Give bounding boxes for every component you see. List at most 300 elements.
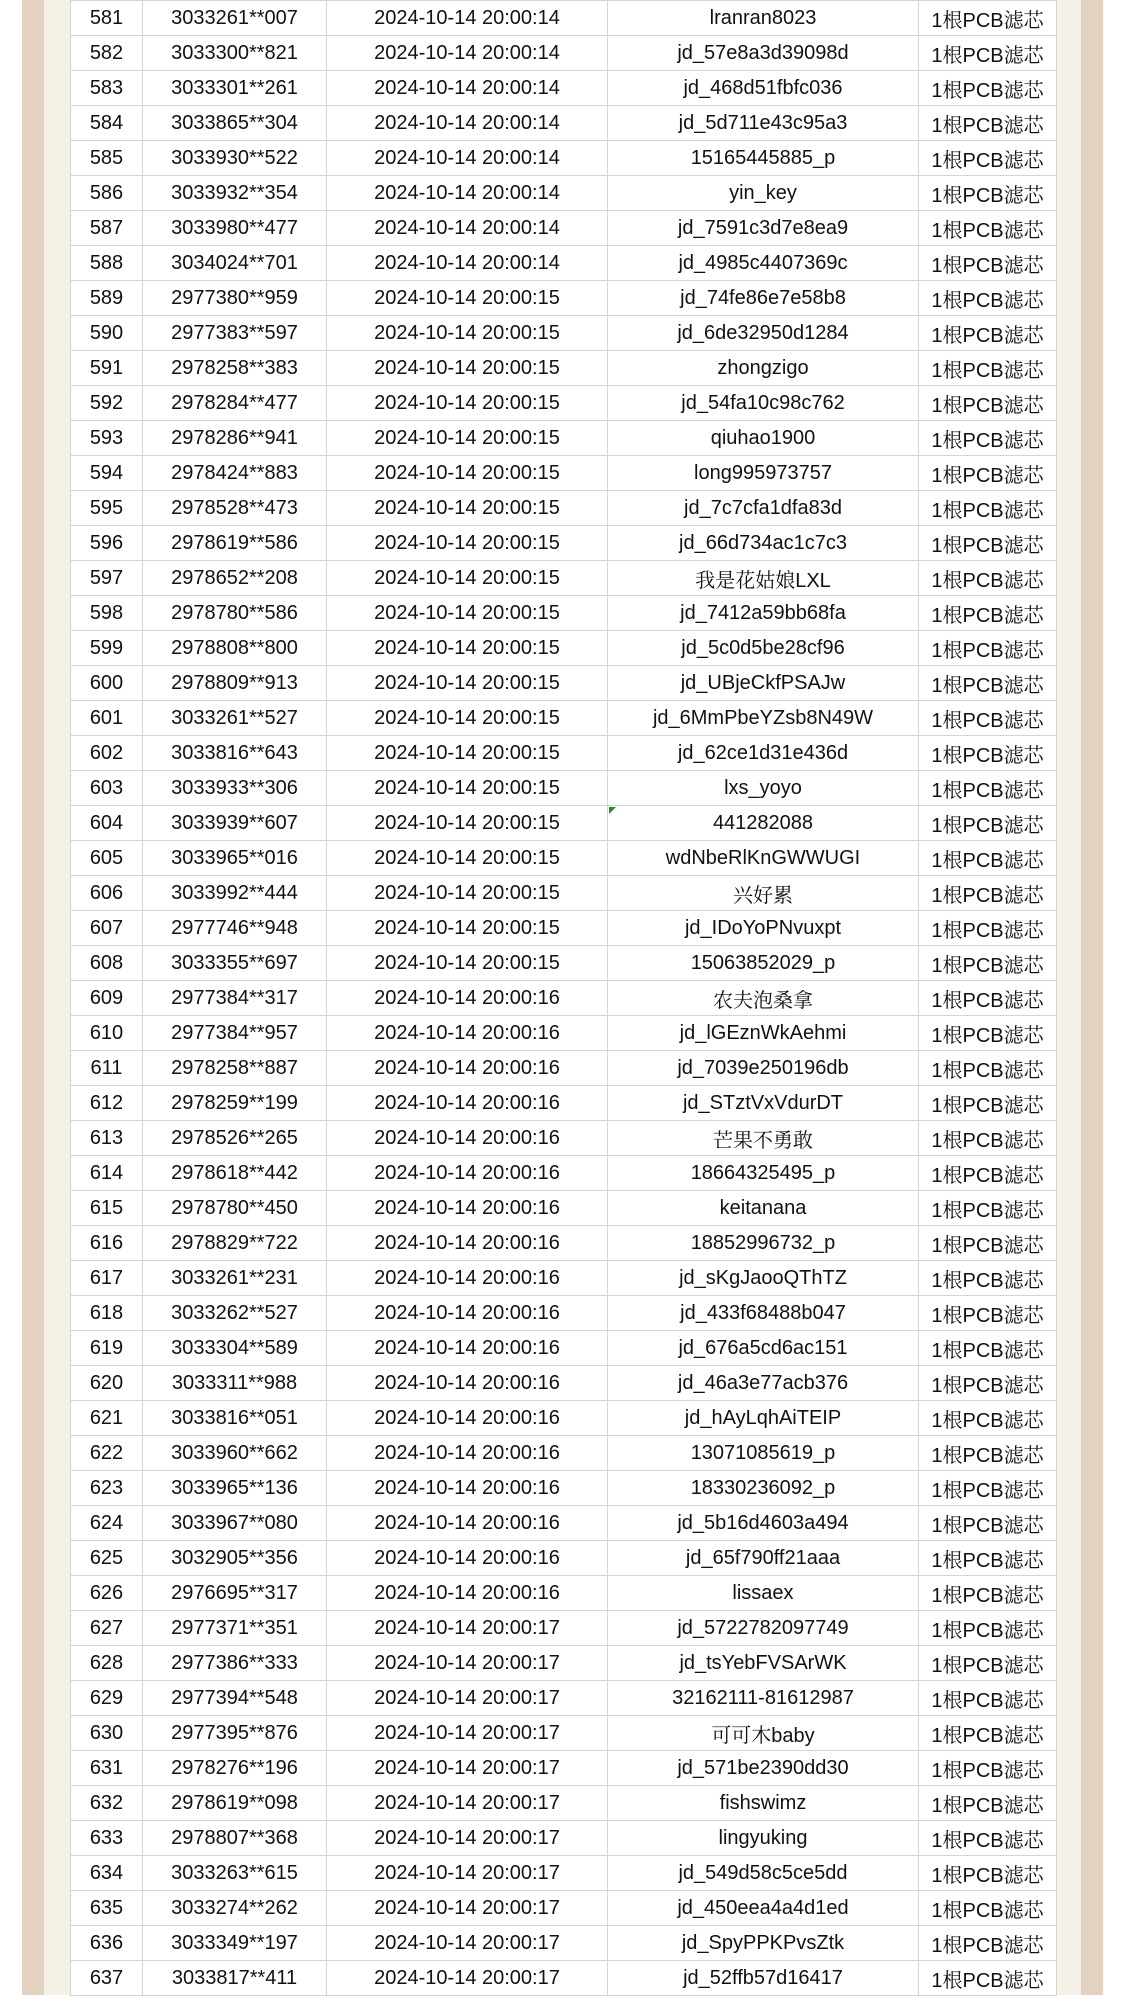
time-cell: 2024-10-14 20:00:17	[327, 1646, 608, 1681]
username-cell: jd_hAyLqhAiTEIP	[608, 1401, 919, 1436]
prize-cell: 1根PCB滤芯	[919, 841, 1057, 876]
order-id-cell: 2978652**208	[143, 561, 327, 596]
username-cell: jd_450eea4a4d1ed	[608, 1891, 919, 1926]
order-id-cell: 2977384**957	[143, 1016, 327, 1051]
prize-cell: 1根PCB滤芯	[919, 1086, 1057, 1121]
username-cell: 18330236092_p	[608, 1471, 919, 1506]
order-id-cell: 2978618**442	[143, 1156, 327, 1191]
order-id-cell: 3033965**136	[143, 1471, 327, 1506]
table-row	[71, 1471, 1057, 1506]
prize-cell: 1根PCB滤芯	[919, 456, 1057, 491]
order-id-cell: 3033263**615	[143, 1856, 327, 1891]
row-number-cell: 589	[71, 281, 143, 316]
order-id-cell: 3033304**589	[143, 1331, 327, 1366]
table-row	[71, 666, 1057, 701]
time-cell: 2024-10-14 20:00:15	[327, 596, 608, 631]
username-cell: jd_4985c4407369c	[608, 246, 919, 281]
table-row	[71, 281, 1057, 316]
order-id-cell: 2978286**941	[143, 421, 327, 456]
prize-cell: 1根PCB滤芯	[919, 316, 1057, 351]
prize-cell: 1根PCB滤芯	[919, 1541, 1057, 1576]
prize-cell: 1根PCB滤芯	[919, 1751, 1057, 1786]
prize-cell: 1根PCB滤芯	[919, 71, 1057, 106]
order-id-cell: 3033939**607	[143, 806, 327, 841]
username-cell: jd_7039e250196db	[608, 1051, 919, 1086]
time-cell: 2024-10-14 20:00:15	[327, 421, 608, 456]
table-row	[71, 1261, 1057, 1296]
order-id-cell: 2977384**317	[143, 981, 327, 1016]
row-number-cell: 593	[71, 421, 143, 456]
order-id-cell: 2977371**351	[143, 1611, 327, 1646]
table-row	[71, 211, 1057, 246]
username-cell: jd_6MmPbeYZsb8N49W	[608, 701, 919, 736]
username-cell: jd_7591c3d7e8ea9	[608, 211, 919, 246]
table-row	[71, 386, 1057, 421]
row-number-cell: 601	[71, 701, 143, 736]
order-id-cell: 2978526**265	[143, 1121, 327, 1156]
winners-table-body	[71, 1, 1057, 1996]
time-cell: 2024-10-14 20:00:16	[327, 1296, 608, 1331]
time-cell: 2024-10-14 20:00:17	[327, 1611, 608, 1646]
table-row	[71, 36, 1057, 71]
table-row	[71, 876, 1057, 911]
row-number-cell: 602	[71, 736, 143, 771]
username-cell: jd_5b16d4603a494	[608, 1506, 919, 1541]
row-number-cell: 636	[71, 1926, 143, 1961]
time-cell: 2024-10-14 20:00:17	[327, 1716, 608, 1751]
time-cell: 2024-10-14 20:00:16	[327, 1086, 608, 1121]
order-id-cell: 3033932**354	[143, 176, 327, 211]
row-number-cell: 587	[71, 211, 143, 246]
table-row	[71, 141, 1057, 176]
order-id-cell: 2978619**586	[143, 526, 327, 561]
prize-cell: 1根PCB滤芯	[919, 666, 1057, 701]
prize-cell: 1根PCB滤芯	[919, 701, 1057, 736]
time-cell: 2024-10-14 20:00:16	[327, 1156, 608, 1191]
prize-cell: 1根PCB滤芯	[919, 1, 1057, 36]
row-number-cell: 595	[71, 491, 143, 526]
order-id-cell: 2977386**333	[143, 1646, 327, 1681]
username-cell: 15063852029_p	[608, 946, 919, 981]
time-cell: 2024-10-14 20:00:15	[327, 526, 608, 561]
order-id-cell: 3033933**306	[143, 771, 327, 806]
time-cell: 2024-10-14 20:00:14	[327, 211, 608, 246]
order-id-cell: 3033865**304	[143, 106, 327, 141]
username-cell: jd_7c7cfa1dfa83d	[608, 491, 919, 526]
time-cell: 2024-10-14 20:00:16	[327, 1366, 608, 1401]
username-cell: jd_57e8a3d39098d	[608, 36, 919, 71]
username-cell: jd_7412a59bb68fa	[608, 596, 919, 631]
table-row	[71, 771, 1057, 806]
prize-cell: 1根PCB滤芯	[919, 1191, 1057, 1226]
prize-cell: 1根PCB滤芯	[919, 1786, 1057, 1821]
table-row	[71, 1, 1057, 36]
username-cell: jd_lGEznWkAehmi	[608, 1016, 919, 1051]
row-number-cell: 615	[71, 1191, 143, 1226]
time-cell: 2024-10-14 20:00:14	[327, 246, 608, 281]
username-cell: jd_676a5cd6ac151	[608, 1331, 919, 1366]
row-number-cell: 614	[71, 1156, 143, 1191]
username-cell: jd_54fa10c98c762	[608, 386, 919, 421]
time-cell: 2024-10-14 20:00:15	[327, 701, 608, 736]
prize-cell: 1根PCB滤芯	[919, 176, 1057, 211]
cell-comment-marker	[609, 807, 616, 814]
row-number-cell: 635	[71, 1891, 143, 1926]
row-number-cell: 625	[71, 1541, 143, 1576]
row-number-cell: 609	[71, 981, 143, 1016]
prize-cell: 1根PCB滤芯	[919, 946, 1057, 981]
table-row	[71, 1121, 1057, 1156]
order-id-cell: 3033817**411	[143, 1961, 327, 1996]
time-cell: 2024-10-14 20:00:16	[327, 1051, 608, 1086]
time-cell: 2024-10-14 20:00:16	[327, 1121, 608, 1156]
table-row	[71, 841, 1057, 876]
time-cell: 2024-10-14 20:00:16	[327, 1331, 608, 1366]
table-row	[71, 71, 1057, 106]
order-id-cell: 3033349**197	[143, 1926, 327, 1961]
prize-cell: 1根PCB滤芯	[919, 1961, 1057, 1996]
username-cell: jd_549d58c5ce5dd	[608, 1856, 919, 1891]
username-cell: 我是花姑娘LXL	[608, 561, 919, 596]
time-cell: 2024-10-14 20:00:17	[327, 1856, 608, 1891]
prize-cell: 1根PCB滤芯	[919, 526, 1057, 561]
table-row	[71, 1156, 1057, 1191]
username-cell: jd_IDoYoPNvuxpt	[608, 911, 919, 946]
prize-cell: 1根PCB滤芯	[919, 1121, 1057, 1156]
username-cell: jd_74fe86e7e58b8	[608, 281, 919, 316]
table-row	[71, 806, 1057, 841]
table-row	[71, 1891, 1057, 1926]
prize-cell: 1根PCB滤芯	[919, 246, 1057, 281]
table-row	[71, 1436, 1057, 1471]
time-cell: 2024-10-14 20:00:15	[327, 281, 608, 316]
time-cell: 2024-10-14 20:00:15	[327, 736, 608, 771]
table-row	[71, 351, 1057, 386]
order-id-cell: 2978276**196	[143, 1751, 327, 1786]
prize-cell: 1根PCB滤芯	[919, 1611, 1057, 1646]
row-number-cell: 631	[71, 1751, 143, 1786]
prize-cell: 1根PCB滤芯	[919, 1856, 1057, 1891]
username-cell: jd_5d711e43c95a3	[608, 106, 919, 141]
prize-cell: 1根PCB滤芯	[919, 281, 1057, 316]
row-number-cell: 585	[71, 141, 143, 176]
username-cell: qiuhao1900	[608, 421, 919, 456]
table-row	[71, 1576, 1057, 1611]
time-cell: 2024-10-14 20:00:14	[327, 1, 608, 36]
order-id-cell: 2976695**317	[143, 1576, 327, 1611]
table-row	[71, 1856, 1057, 1891]
username-cell: 芒果不勇敢	[608, 1121, 919, 1156]
username-cell: jd_52ffb57d16417	[608, 1961, 919, 1996]
order-id-cell: 2978258**383	[143, 351, 327, 386]
table-row	[71, 1646, 1057, 1681]
username-cell: 32162111-81612987	[608, 1681, 919, 1716]
prize-cell: 1根PCB滤芯	[919, 351, 1057, 386]
row-number-cell: 594	[71, 456, 143, 491]
prize-cell: 1根PCB滤芯	[919, 1226, 1057, 1261]
table-row	[71, 701, 1057, 736]
time-cell: 2024-10-14 20:00:14	[327, 141, 608, 176]
time-cell: 2024-10-14 20:00:15	[327, 806, 608, 841]
row-number-cell: 600	[71, 666, 143, 701]
winners-table	[70, 0, 1057, 1996]
row-number-cell: 588	[71, 246, 143, 281]
time-cell: 2024-10-14 20:00:14	[327, 36, 608, 71]
order-id-cell: 3033816**643	[143, 736, 327, 771]
order-id-cell: 3033980**477	[143, 211, 327, 246]
username-cell: lingyuking	[608, 1821, 919, 1856]
username-cell: jd_STztVxVdurDT	[608, 1086, 919, 1121]
username-cell: jd_571be2390dd30	[608, 1751, 919, 1786]
row-number-cell: 624	[71, 1506, 143, 1541]
table-row	[71, 631, 1057, 666]
time-cell: 2024-10-14 20:00:15	[327, 561, 608, 596]
table-row	[71, 491, 1057, 526]
username-cell: jd_SpyPPKPvsZtk	[608, 1926, 919, 1961]
row-number-cell: 603	[71, 771, 143, 806]
username-cell: 农夫泡桑拿	[608, 981, 919, 1016]
prize-cell: 1根PCB滤芯	[919, 1436, 1057, 1471]
time-cell: 2024-10-14 20:00:15	[327, 386, 608, 421]
prize-cell: 1根PCB滤芯	[919, 141, 1057, 176]
order-id-cell: 2978780**586	[143, 596, 327, 631]
username-cell: lissaex	[608, 1576, 919, 1611]
time-cell: 2024-10-14 20:00:17	[327, 1751, 608, 1786]
table-row	[71, 1786, 1057, 1821]
time-cell: 2024-10-14 20:00:16	[327, 1016, 608, 1051]
time-cell: 2024-10-14 20:00:17	[327, 1891, 608, 1926]
prize-cell: 1根PCB滤芯	[919, 386, 1057, 421]
time-cell: 2024-10-14 20:00:15	[327, 771, 608, 806]
prize-cell: 1根PCB滤芯	[919, 211, 1057, 246]
order-id-cell: 3034024**701	[143, 246, 327, 281]
username-cell: zhongzigo	[608, 351, 919, 386]
prize-cell: 1根PCB滤芯	[919, 1716, 1057, 1751]
row-number-cell: 623	[71, 1471, 143, 1506]
row-number-cell: 630	[71, 1716, 143, 1751]
prize-cell: 1根PCB滤芯	[919, 491, 1057, 526]
order-id-cell: 2977746**948	[143, 911, 327, 946]
table-row	[71, 1086, 1057, 1121]
prize-cell: 1根PCB滤芯	[919, 1261, 1057, 1296]
row-number-cell: 592	[71, 386, 143, 421]
time-cell: 2024-10-14 20:00:16	[327, 1471, 608, 1506]
username-cell: jd_433f68488b047	[608, 1296, 919, 1331]
row-number-cell: 622	[71, 1436, 143, 1471]
row-number-cell: 583	[71, 71, 143, 106]
order-id-cell: 2977383**597	[143, 316, 327, 351]
username-cell: 可可木baby	[608, 1716, 919, 1751]
username-cell: 441282088	[608, 806, 919, 841]
prize-cell: 1根PCB滤芯	[919, 1401, 1057, 1436]
order-id-cell: 2978528**473	[143, 491, 327, 526]
username-cell: jd_62ce1d31e436d	[608, 736, 919, 771]
username-cell: jd_6de32950d1284	[608, 316, 919, 351]
table-row	[71, 1541, 1057, 1576]
order-id-cell: 3033261**527	[143, 701, 327, 736]
time-cell: 2024-10-14 20:00:16	[327, 1576, 608, 1611]
time-cell: 2024-10-14 20:00:16	[327, 981, 608, 1016]
time-cell: 2024-10-14 20:00:16	[327, 1541, 608, 1576]
row-number-cell: 581	[71, 1, 143, 36]
username-cell: lranran8023	[608, 1, 919, 36]
username-cell: jd_tsYebFVSArWK	[608, 1646, 919, 1681]
table-row	[71, 596, 1057, 631]
table-row	[71, 456, 1057, 491]
order-id-cell: 3033965**016	[143, 841, 327, 876]
username-cell: 兴好累	[608, 876, 919, 911]
order-id-cell: 2978780**450	[143, 1191, 327, 1226]
row-number-cell: 590	[71, 316, 143, 351]
row-number-cell: 598	[71, 596, 143, 631]
order-id-cell: 3033930**522	[143, 141, 327, 176]
username-cell: keitanana	[608, 1191, 919, 1226]
prize-cell: 1根PCB滤芯	[919, 736, 1057, 771]
prize-cell: 1根PCB滤芯	[919, 1506, 1057, 1541]
time-cell: 2024-10-14 20:00:15	[327, 841, 608, 876]
prize-cell: 1根PCB滤芯	[919, 631, 1057, 666]
username-cell: jd_5722782097749	[608, 1611, 919, 1646]
row-number-cell: 633	[71, 1821, 143, 1856]
prize-cell: 1根PCB滤芯	[919, 1051, 1057, 1086]
row-number-cell: 604	[71, 806, 143, 841]
prize-cell: 1根PCB滤芯	[919, 106, 1057, 141]
username-cell: long995973757	[608, 456, 919, 491]
username-cell: wdNbeRlKnGWWUGI	[608, 841, 919, 876]
prize-cell: 1根PCB滤芯	[919, 1646, 1057, 1681]
table-row	[71, 1296, 1057, 1331]
time-cell: 2024-10-14 20:00:15	[327, 946, 608, 981]
prize-cell: 1根PCB滤芯	[919, 1016, 1057, 1051]
table-row	[71, 1226, 1057, 1261]
time-cell: 2024-10-14 20:00:16	[327, 1191, 608, 1226]
row-number-cell: 637	[71, 1961, 143, 1996]
row-number-cell: 597	[71, 561, 143, 596]
table-row	[71, 106, 1057, 141]
order-id-cell: 3033262**527	[143, 1296, 327, 1331]
table-row	[71, 911, 1057, 946]
row-number-cell: 584	[71, 106, 143, 141]
time-cell: 2024-10-14 20:00:17	[327, 1821, 608, 1856]
username-cell: 13071085619_p	[608, 1436, 919, 1471]
username-cell: 15165445885_p	[608, 141, 919, 176]
username-cell: yin_key	[608, 176, 919, 211]
table-row	[71, 1961, 1057, 1996]
time-cell: 2024-10-14 20:00:15	[327, 911, 608, 946]
table-row	[71, 736, 1057, 771]
time-cell: 2024-10-14 20:00:14	[327, 106, 608, 141]
time-cell: 2024-10-14 20:00:15	[327, 666, 608, 701]
row-number-cell: 618	[71, 1296, 143, 1331]
order-id-cell: 3033274**262	[143, 1891, 327, 1926]
time-cell: 2024-10-14 20:00:17	[327, 1926, 608, 1961]
row-number-cell: 628	[71, 1646, 143, 1681]
table-row	[71, 1051, 1057, 1086]
table-row	[71, 1331, 1057, 1366]
username-cell: jd_5c0d5be28cf96	[608, 631, 919, 666]
time-cell: 2024-10-14 20:00:16	[327, 1401, 608, 1436]
prize-cell: 1根PCB滤芯	[919, 1891, 1057, 1926]
row-number-cell: 621	[71, 1401, 143, 1436]
prize-cell: 1根PCB滤芯	[919, 1296, 1057, 1331]
order-id-cell: 3033960**662	[143, 1436, 327, 1471]
order-id-cell: 3033261**007	[143, 1, 327, 36]
prize-cell: 1根PCB滤芯	[919, 1576, 1057, 1611]
row-number-cell: 634	[71, 1856, 143, 1891]
row-number-cell: 586	[71, 176, 143, 211]
order-id-cell: 3033300**821	[143, 36, 327, 71]
order-id-cell: 3032905**356	[143, 1541, 327, 1576]
username-cell: jd_46a3e77acb376	[608, 1366, 919, 1401]
time-cell: 2024-10-14 20:00:14	[327, 176, 608, 211]
table-row	[71, 946, 1057, 981]
row-number-cell: 616	[71, 1226, 143, 1261]
row-number-cell: 607	[71, 911, 143, 946]
time-cell: 2024-10-14 20:00:14	[327, 71, 608, 106]
prize-cell: 1根PCB滤芯	[919, 561, 1057, 596]
order-id-cell: 2977395**876	[143, 1716, 327, 1751]
username-cell: 18664325495_p	[608, 1156, 919, 1191]
table-row	[71, 1506, 1057, 1541]
order-id-cell: 3033992**444	[143, 876, 327, 911]
order-id-cell: 2978808**800	[143, 631, 327, 666]
username-cell: jd_468d51fbfc036	[608, 71, 919, 106]
prize-cell: 1根PCB滤芯	[919, 1156, 1057, 1191]
row-number-cell: 611	[71, 1051, 143, 1086]
table-row	[71, 561, 1057, 596]
table-row	[71, 1926, 1057, 1961]
order-id-cell: 3033311**988	[143, 1366, 327, 1401]
row-number-cell: 591	[71, 351, 143, 386]
prize-cell: 1根PCB滤芯	[919, 36, 1057, 71]
time-cell: 2024-10-14 20:00:16	[327, 1226, 608, 1261]
table-row	[71, 1366, 1057, 1401]
time-cell: 2024-10-14 20:00:15	[327, 631, 608, 666]
username-cell: jd_65f790ff21aaa	[608, 1541, 919, 1576]
time-cell: 2024-10-14 20:00:17	[327, 1786, 608, 1821]
row-number-cell: 582	[71, 36, 143, 71]
order-id-cell: 2978284**477	[143, 386, 327, 421]
time-cell: 2024-10-14 20:00:17	[327, 1681, 608, 1716]
username-cell: 18852996732_p	[608, 1226, 919, 1261]
order-id-cell: 3033355**697	[143, 946, 327, 981]
prize-cell: 1根PCB滤芯	[919, 421, 1057, 456]
table-row	[71, 421, 1057, 456]
row-number-cell: 626	[71, 1576, 143, 1611]
order-id-cell: 2977380**959	[143, 281, 327, 316]
order-id-cell: 2978258**887	[143, 1051, 327, 1086]
prize-cell: 1根PCB滤芯	[919, 876, 1057, 911]
username-cell: fishswimz	[608, 1786, 919, 1821]
time-cell: 2024-10-14 20:00:16	[327, 1261, 608, 1296]
order-id-cell: 3033261**231	[143, 1261, 327, 1296]
order-id-cell: 2978807**368	[143, 1821, 327, 1856]
order-id-cell: 3033816**051	[143, 1401, 327, 1436]
table-row	[71, 1681, 1057, 1716]
order-id-cell: 2978829**722	[143, 1226, 327, 1261]
time-cell: 2024-10-14 20:00:17	[327, 1961, 608, 1996]
table-row	[71, 1016, 1057, 1051]
prize-cell: 1根PCB滤芯	[919, 806, 1057, 841]
order-id-cell: 3033967**080	[143, 1506, 327, 1541]
prize-cell: 1根PCB滤芯	[919, 1366, 1057, 1401]
username-cell: lxs_yoyo	[608, 771, 919, 806]
time-cell: 2024-10-14 20:00:15	[327, 456, 608, 491]
table-row	[71, 1751, 1057, 1786]
row-number-cell: 629	[71, 1681, 143, 1716]
prize-cell: 1根PCB滤芯	[919, 596, 1057, 631]
row-number-cell: 613	[71, 1121, 143, 1156]
